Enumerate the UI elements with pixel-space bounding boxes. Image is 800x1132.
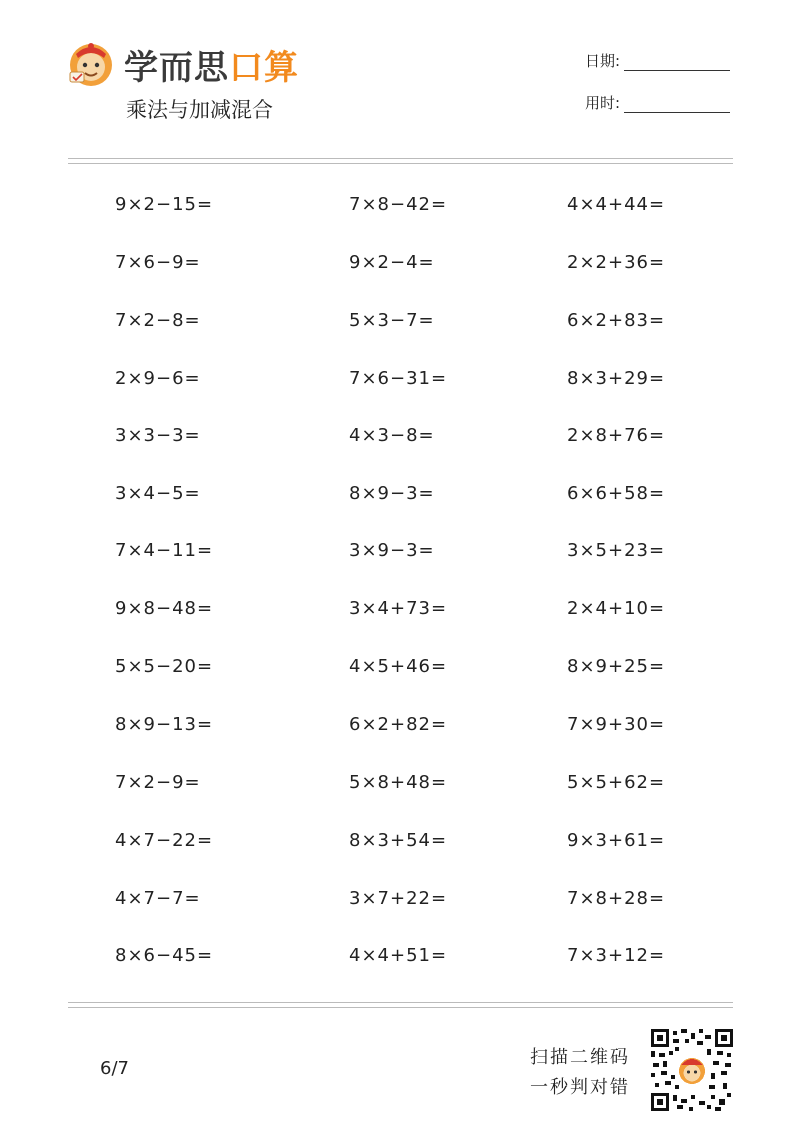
problem: 7×2−8=: [115, 310, 201, 331]
problem: 8×9−13=: [115, 714, 214, 735]
scan-instruction-line2: 一秒判对错: [530, 1077, 630, 1098]
problem: 7×8−42=: [349, 194, 448, 215]
problem: 3×7+22=: [349, 888, 448, 909]
problem: 2×4+10=: [567, 598, 666, 619]
problem: 6×2+83=: [567, 310, 666, 331]
problem: 9×3+61=: [567, 830, 666, 851]
problem: 7×6−31=: [349, 368, 448, 389]
date-blank[interactable]: [624, 56, 730, 71]
header-divider: [68, 158, 733, 159]
header-divider-2: [68, 163, 733, 164]
problem: 2×8+76=: [567, 425, 666, 446]
problem: 7×3+12=: [567, 945, 666, 966]
qr-code-icon[interactable]: [651, 1029, 733, 1111]
page-number: 6/7: [100, 1058, 129, 1079]
problem: 8×9−3=: [349, 483, 435, 504]
brand-prefix: 学而思: [124, 48, 229, 88]
footer-divider: [68, 1002, 733, 1003]
problem: 3×4+73=: [349, 598, 448, 619]
problem: 7×9+30=: [567, 714, 666, 735]
scan-instruction-line1: 扫描二维码: [530, 1047, 630, 1068]
problem: 2×2+36=: [567, 252, 666, 273]
problem: 4×5+46=: [349, 656, 448, 677]
problem: 3×5+23=: [567, 540, 666, 561]
date-label: 日期:: [585, 52, 621, 70]
date-field: [585, 50, 730, 71]
problem: 7×4−11=: [115, 540, 214, 561]
time-field: [585, 92, 730, 113]
problem: 9×8−48=: [115, 598, 214, 619]
problem: 5×5−20=: [115, 656, 214, 677]
problem: 4×7−22=: [115, 830, 214, 851]
footer-divider-2: [68, 1007, 733, 1008]
problem: 4×4+44=: [567, 194, 666, 215]
problem: 6×6+58=: [567, 483, 666, 504]
time-blank[interactable]: [624, 98, 730, 113]
problem: 8×9+25=: [567, 656, 666, 677]
monkey-mascot-icon: [66, 38, 116, 88]
problem: 7×8+28=: [567, 888, 666, 909]
problem: 4×7−7=: [115, 888, 201, 909]
problem: 6×2+82=: [349, 714, 448, 735]
problem: 9×2−4=: [349, 252, 435, 273]
problem: 3×3−3=: [115, 425, 201, 446]
problem: 5×8+48=: [349, 772, 448, 793]
problem: 7×2−9=: [115, 772, 201, 793]
problem: 4×3−8=: [349, 425, 435, 446]
problem: 8×6−45=: [115, 945, 214, 966]
problem: 3×9−3=: [349, 540, 435, 561]
problem: 4×4+51=: [349, 945, 448, 966]
problem: 8×3+54=: [349, 830, 448, 851]
brand-accent: 口算: [229, 48, 299, 88]
problem: 9×2−15=: [115, 194, 214, 215]
problem: 7×6−9=: [115, 252, 201, 273]
problem: 2×9−6=: [115, 368, 201, 389]
time-label: 用时:: [585, 94, 621, 112]
problem: 8×3+29=: [567, 368, 666, 389]
brand-title: [124, 40, 299, 89]
problem: 5×5+62=: [567, 772, 666, 793]
problem: 3×4−5=: [115, 483, 201, 504]
problem: 5×3−7=: [349, 310, 435, 331]
worksheet-subtitle: 乘法与加减混合: [126, 98, 273, 122]
